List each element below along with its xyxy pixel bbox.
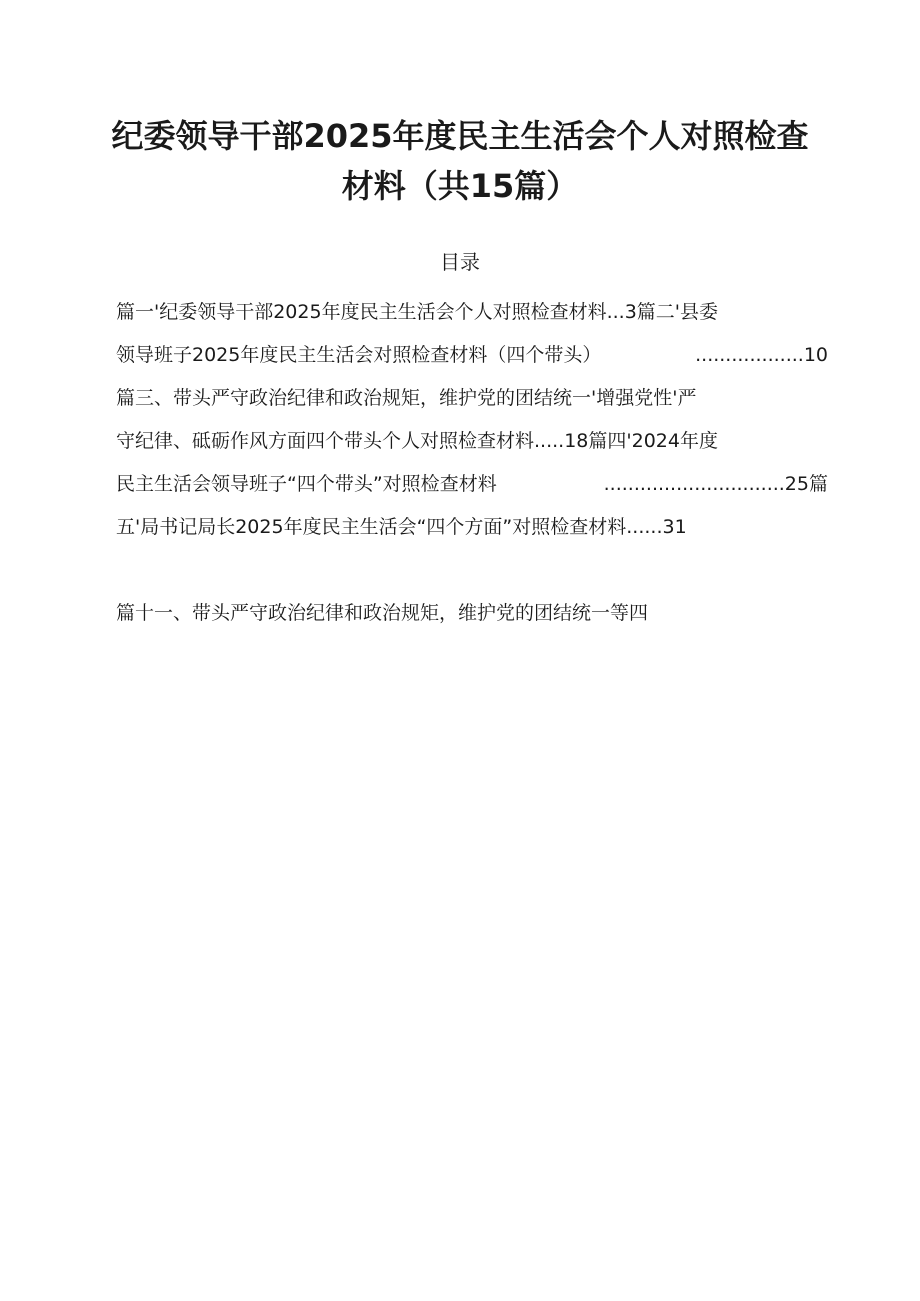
document-title-line-2: 材料（共15篇） [341, 167, 579, 205]
toc-line[interactable] [116, 470, 828, 498]
toc-line-text: 五'局书记局长2025年度民主生活会“四个方面”对照检查材料......31 [116, 516, 687, 538]
toc-line-text: 领导班子2025年度民主生活会对照检查材料（四个带头） [116, 344, 602, 366]
toc-line-text: 守纪律、砥砺作风方面四个带头个人对照检查材料.....18篇四'2024年度 [116, 430, 718, 452]
toc-line-text: 篇三、带头严守政治纪律和政治规矩，维护党的团结统一'增强党性'严 [116, 387, 697, 409]
toc-line-page: ..............................25篇 [603, 473, 828, 495]
toc-line[interactable] [116, 341, 828, 369]
toc-line[interactable] [116, 513, 828, 541]
toc-line-text: 民主生活会领导班子“四个带头”对照检查材料 [116, 473, 497, 495]
toc-line-text: 篇一'纪委领导干部2025年度民主生活会个人对照检查材料...3篇二'县委 [116, 301, 719, 323]
toc-line[interactable] [116, 384, 828, 412]
toc-line-page: ..................10 [695, 344, 828, 366]
toc-line[interactable] [116, 298, 828, 326]
body-paragraph-line: 篇十一、带头严守政治纪律和政治规矩，维护党的团结统一等四 [116, 602, 649, 624]
document-title-line-1: 纪委领导干部2025年度民主生活会个人对照检查 [111, 117, 809, 155]
toc-heading: 目录 [440, 250, 480, 274]
toc-line[interactable] [116, 427, 828, 455]
